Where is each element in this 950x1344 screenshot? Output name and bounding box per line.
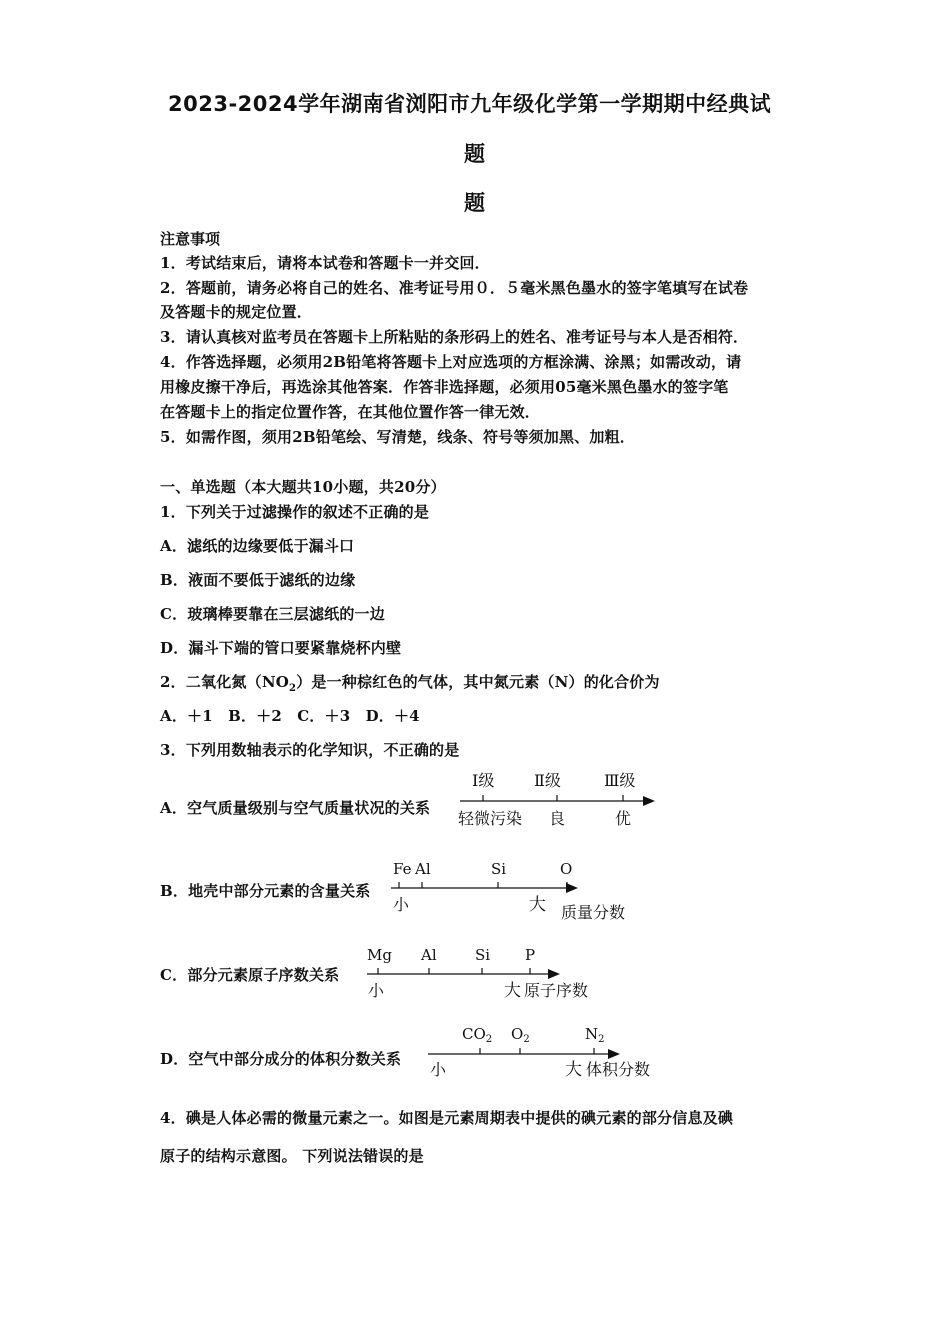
question-1-option-b: B．液面不要低于滤纸的边缘 xyxy=(160,571,356,589)
notice-item: 在答题卡上的指定位置作答，在其他位置作答一律无效． xyxy=(160,403,541,421)
question-1-option-a: A．滤纸的边缘要低于漏斗口 xyxy=(160,537,355,555)
axis-d-top-label-o2: $O_2$ xyxy=(511,1025,530,1045)
atomic-number-axis xyxy=(362,940,622,1005)
axis-c-top-label: P xyxy=(525,946,536,964)
question-3-option-b-label: B．地壳中部分元素的含量关系 xyxy=(160,882,371,900)
crust-element-number-axis xyxy=(385,852,645,927)
page-title-continued: 题 xyxy=(464,142,486,166)
question-2-options: A．＋1 B．＋2 C．＋3 D．＋4 xyxy=(160,707,420,725)
axis-d-top-label-co2: $CO_2$ xyxy=(462,1025,493,1045)
axis-d-axis-title: 体积分数 xyxy=(586,1060,651,1079)
notice-item: 5．如需作图，须用2B铅笔绘、写清楚，线条、符号等须加黑、加粗． xyxy=(160,428,635,446)
notice-item: 用橡皮擦干净后，再选涂其他答案．作答非选择题，必须用05毫米黑色墨水的签字笔 xyxy=(160,378,729,396)
axis-b-small-label: 小 xyxy=(393,895,410,914)
section-heading: 一、单选题（本大题共10小题，共20分） xyxy=(160,478,446,496)
axis-c-top-label: Al xyxy=(421,946,437,964)
air-quality-number-axis xyxy=(450,762,670,834)
axis-a-top-label: Ⅲ级 xyxy=(604,771,636,790)
axis-a-bottom-label: 良 xyxy=(549,809,566,828)
question-1-option-d: D．漏斗下端的管口要紧靠烧杯内壁 xyxy=(160,639,402,657)
axis-c-top-label: Si xyxy=(475,946,491,964)
axis-c-top-label: Mg xyxy=(367,946,392,964)
axis-b-big-label: 大 xyxy=(529,895,546,915)
axis-b-top-label: Fe xyxy=(393,860,412,878)
notice-item: 4．作答选择题，必须用2B铅笔将答题卡上对应选项的方框涂满、涂黑；如需改动，请 xyxy=(160,353,742,371)
axis-d-big-label: 大 xyxy=(565,1060,582,1080)
axis-a-bottom-label: 轻微污染 xyxy=(458,809,523,828)
page-title: 2023-2024学年湖南省浏阳市九年级化学第一学期期中经典试 xyxy=(168,92,772,116)
question-2-stem: 2．二氧化氮$(NO_2)$是一种棕红色的气体，其中氮元素（N）的化合价为 xyxy=(160,673,660,694)
axis-b-top-label: Si xyxy=(491,860,507,878)
axis-a-bottom-label: 优 xyxy=(615,809,632,828)
axis-a-top-label: Ⅱ级 xyxy=(534,771,561,790)
notice-item: 1．考试结束后，请将本试卷和答题卡一并交回． xyxy=(160,254,490,272)
notice-item: 3．请认真核对监考员在答题卡上所粘贴的条形码上的姓名、准考证号与本人是否相符． xyxy=(160,328,749,346)
air-volume-fraction-axis xyxy=(422,1020,672,1085)
notice-item: 2．答题前，请务必将自己的姓名、准考证号用０．５毫米黑色墨水的签字笔填写在试卷 xyxy=(160,279,749,297)
axis-c-axis-title: 原子序数 xyxy=(524,981,589,1000)
axis-c-small-label: 小 xyxy=(368,981,385,1000)
question-4-stem-line1: 4．碘是人体必需的微量元素之一。如图是元素周期表中提供的碘元素的部分信息及碘 xyxy=(160,1109,734,1127)
question-4-stem-line2: 原子的结构示意图。 下列说法错误的是 xyxy=(160,1147,424,1165)
page-title-repeated: 题 xyxy=(464,191,486,215)
notice-item: 及答题卡的规定位置． xyxy=(160,303,313,321)
axis-b-top-label: Al xyxy=(415,860,431,878)
axis-b-axis-title: 质量分数 xyxy=(561,903,626,922)
question-3-option-a-label: A．空气质量级别与空气质量状况的关系 xyxy=(160,799,431,817)
question-3-option-c-label: C．部分元素原子序数关系 xyxy=(160,966,340,984)
question-1-stem: 1．下列关于过滤操作的叙述不正确的是 xyxy=(160,503,430,521)
axis-a-top-label: Ⅰ级 xyxy=(472,771,495,790)
question-1-option-c: C．玻璃棒要靠在三层滤纸的一边 xyxy=(160,605,385,623)
axis-d-top-label-n2: $N_2$ xyxy=(585,1025,605,1045)
axis-b-top-label: O xyxy=(560,860,573,878)
question-3-stem: 3．下列用数轴表示的化学知识，不正确的是 xyxy=(160,741,460,759)
notice-heading: 注意事项 xyxy=(160,230,221,248)
axis-c-big-label: 大 xyxy=(504,981,521,1001)
question-3-option-d-label: D．空气中部分成分的体积分数关系 xyxy=(160,1050,402,1068)
axis-d-small-label: 小 xyxy=(430,1060,447,1079)
